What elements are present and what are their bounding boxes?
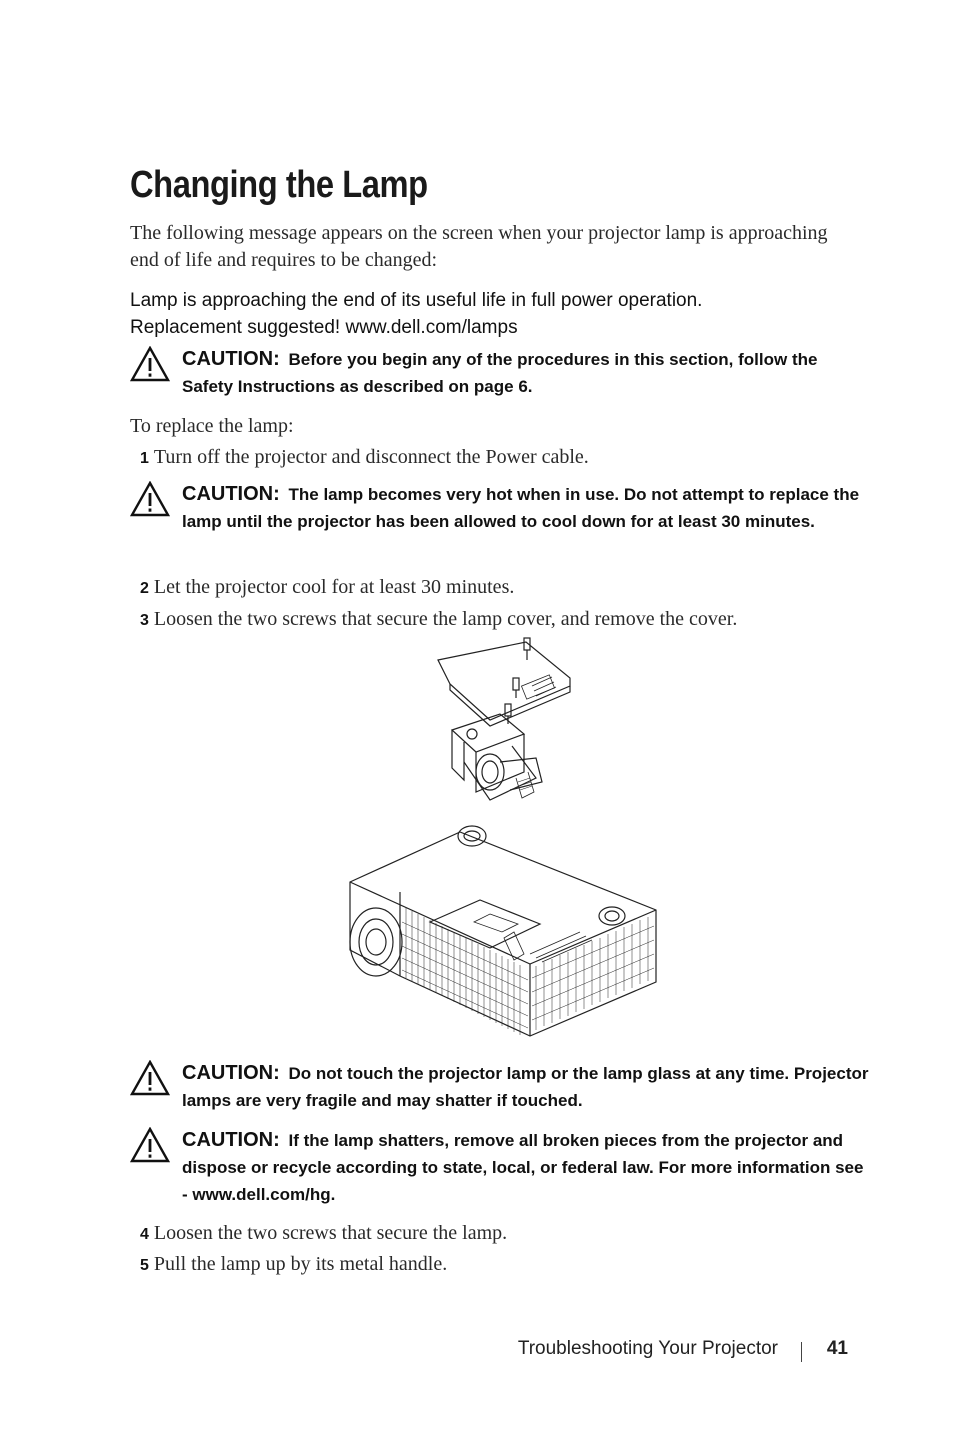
caution-label: CAUTION: <box>182 1062 280 1084</box>
caution-label: CAUTION: <box>182 1129 280 1151</box>
step-text: Pull the lamp up by its metal handle. <box>153 1253 448 1275</box>
message-line-2: Replacement suggested! www.dell.com/lamps <box>130 317 518 338</box>
caution-3-body: Do not touch the projector lamp or the lamp glass at any time. Projector lamps are very fragile and may shatter if touched. <box>182 1064 869 1110</box>
warning-triangle-icon <box>130 1127 170 1163</box>
caution-4-body: If the lamp shatters, remove all broken pieces from the projector and dispose or recycle according to state, local, or federal law. For more information see - www.dell.com/hg. <box>182 1131 864 1204</box>
caution-1 <box>130 346 870 400</box>
warning-triangle-icon <box>130 481 170 517</box>
message-line-1: Lamp is approaching the end of its useful life in full power operation. <box>130 290 703 311</box>
step-text: Loosen the two screws that secure the lamp cover, and remove the cover. <box>153 608 738 630</box>
step-number: 1 <box>140 450 149 467</box>
lamp-module-drawing <box>452 714 542 800</box>
caution-label: CAUTION: <box>182 348 280 370</box>
caution-2 <box>130 481 870 535</box>
step-number: 4 <box>140 1226 149 1243</box>
step-5 <box>140 1251 860 1279</box>
lamp-warning-message <box>130 287 850 341</box>
caution-2-text <box>182 481 870 535</box>
step-text: Loosen the two screws that secure the lamp. <box>153 1222 508 1244</box>
page-number: 41 <box>826 1338 848 1359</box>
caution-4 <box>130 1127 870 1208</box>
step-number: 3 <box>140 612 149 629</box>
footer-section-title: Troubleshooting Your Projector <box>517 1338 778 1359</box>
footer-separator <box>801 1342 802 1362</box>
step-number: 5 <box>140 1257 149 1274</box>
caution-3 <box>130 1060 870 1114</box>
lamp-cover-drawing <box>438 642 570 726</box>
step-1 <box>140 444 860 472</box>
caution-4-text <box>182 1127 870 1208</box>
warning-triangle-icon <box>130 346 170 382</box>
caution-1-text <box>182 346 870 400</box>
caution-1-body: Before you begin any of the procedures in this section, follow the Safety Instructions as described on page 6. <box>182 350 818 396</box>
lamp-replacement-illustration <box>340 632 660 1047</box>
to-replace-label: To replace the lamp: <box>130 415 294 437</box>
step-3 <box>140 606 860 634</box>
warning-triangle-icon <box>130 1060 170 1096</box>
caution-label: CAUTION: <box>182 483 280 505</box>
caution-3-text <box>182 1060 870 1114</box>
step-4 <box>140 1220 860 1248</box>
step-text: Turn off the projector and disconnect the Power cable. <box>153 446 589 468</box>
caution-2-body: The lamp becomes very hot when in use. Do not attempt to replace the lamp until the projector has been allowed to cool down for at least 30 minutes. <box>182 485 860 531</box>
step-text: Let the projector cool for at least 30 minutes. <box>153 576 515 598</box>
page-title: Changing the Lamp <box>130 164 428 206</box>
intro-paragraph: The following message appears on the screen when your projector lamp is approaching end of life and requires to be changed: <box>130 222 828 271</box>
step-number: 2 <box>140 580 149 597</box>
page-footer <box>470 1338 848 1368</box>
step-2 <box>140 574 860 602</box>
